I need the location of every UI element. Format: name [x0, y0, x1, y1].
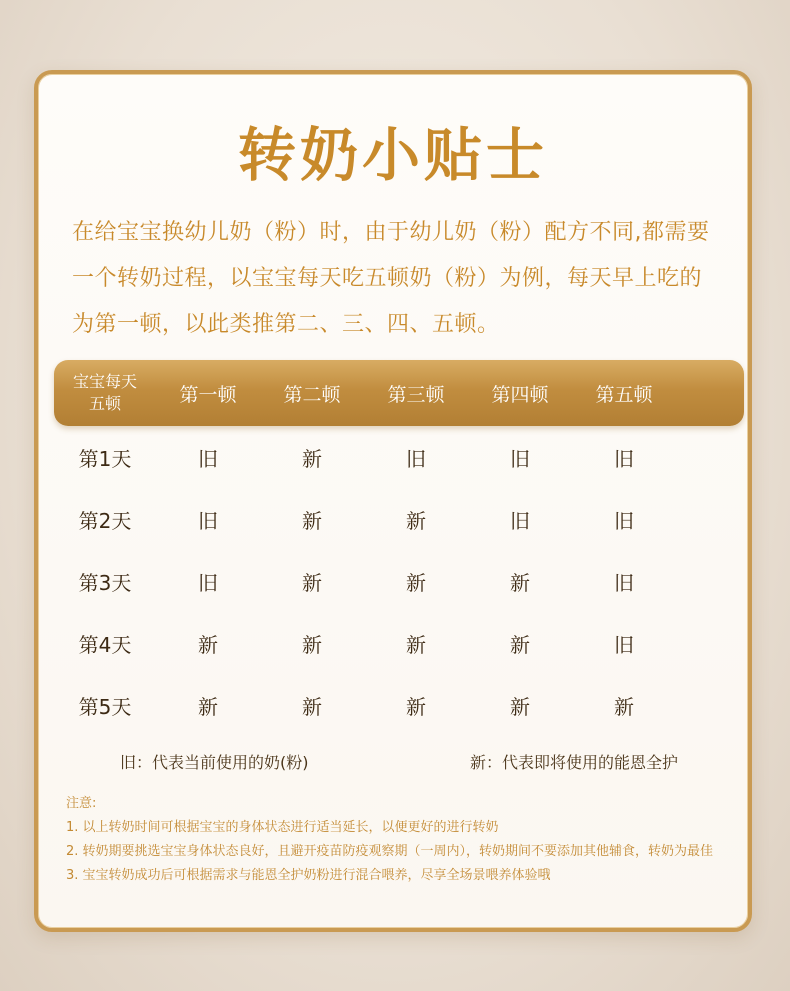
table-row	[54, 674, 744, 736]
table-cell: 新	[198, 632, 218, 657]
table-cell: 旧	[614, 632, 634, 657]
table-cell: 新	[510, 694, 530, 719]
table-cell: 旧	[406, 446, 426, 471]
table-corner-header: 宝宝每天 五顿	[72, 372, 137, 413]
intro-paragraph: 在给宝宝换幼儿奶（粉）时，由于幼儿奶（粉）配方不同,都需要一个转奶过程，以宝宝每天吃五顿奶（粉）为例，每天早上吃的为第一顿，以此类推第二、三、四、五顿。	[72, 220, 710, 337]
table-row	[54, 426, 744, 488]
note-item: 3. 宝宝转奶成功后可根据需求与能恩全护奶粉进行混合喂养，尽享全场景喂养体验哦	[66, 868, 551, 883]
legend-new: 新：代表即将使用的能恩全护	[470, 753, 679, 772]
table-row	[54, 488, 744, 550]
column-header-meal-5: 第五顿	[595, 383, 653, 406]
notes-heading: 注意:	[66, 796, 97, 811]
table-cell: 新	[302, 508, 322, 533]
table-cell: 旧	[614, 508, 634, 533]
tips-card	[34, 70, 752, 932]
table-cell: 旧	[510, 508, 530, 533]
table-cell: 旧	[198, 570, 218, 595]
table-header	[54, 360, 744, 426]
table-cell: 新	[614, 694, 634, 719]
table-cell: 旧	[198, 446, 218, 471]
row-day-label: 第3天	[78, 570, 132, 595]
row-day-label: 第2天	[78, 508, 132, 533]
table-cell: 新	[406, 508, 426, 533]
table-cell: 旧	[614, 446, 634, 471]
notes-section	[66, 792, 726, 888]
table-cell: 新	[302, 632, 322, 657]
page-title: 转奶小贴士	[237, 121, 548, 189]
table-cell: 新	[198, 694, 218, 719]
table-cell: 旧	[198, 508, 218, 533]
table-body	[54, 426, 744, 736]
table-cell: 新	[406, 694, 426, 719]
row-day-label: 第4天	[78, 632, 132, 657]
table-cell: 旧	[614, 570, 634, 595]
table-cell: 新	[406, 570, 426, 595]
note-item: 2. 转奶期要挑选宝宝身体状态良好，且避开疫苗防疫观察期（一周内），转奶期间不要添加其他辅食，转奶为最佳	[66, 844, 714, 859]
table-cell: 新	[510, 570, 530, 595]
row-day-label: 第5天	[78, 694, 132, 719]
table-row	[54, 550, 744, 612]
column-header-meal-1: 第一顿	[179, 383, 237, 406]
note-item: 1. 以上转奶时间可根据宝宝的身体状态进行适当延长，以便更好的进行转奶	[66, 820, 499, 835]
table-row	[54, 612, 744, 674]
column-header-meal-2: 第二顿	[283, 383, 341, 406]
table-cell: 新	[302, 446, 322, 471]
table-cell: 旧	[510, 446, 530, 471]
table-cell: 新	[510, 632, 530, 657]
column-header-meal-4: 第四顿	[491, 383, 549, 406]
table-cell: 新	[302, 694, 322, 719]
row-day-label: 第1天	[78, 446, 132, 471]
table-cell: 新	[302, 570, 322, 595]
legend-old: 旧：代表当前使用的奶(粉)	[120, 753, 309, 772]
table-cell: 新	[406, 632, 426, 657]
column-header-meal-3: 第三顿	[387, 383, 445, 406]
